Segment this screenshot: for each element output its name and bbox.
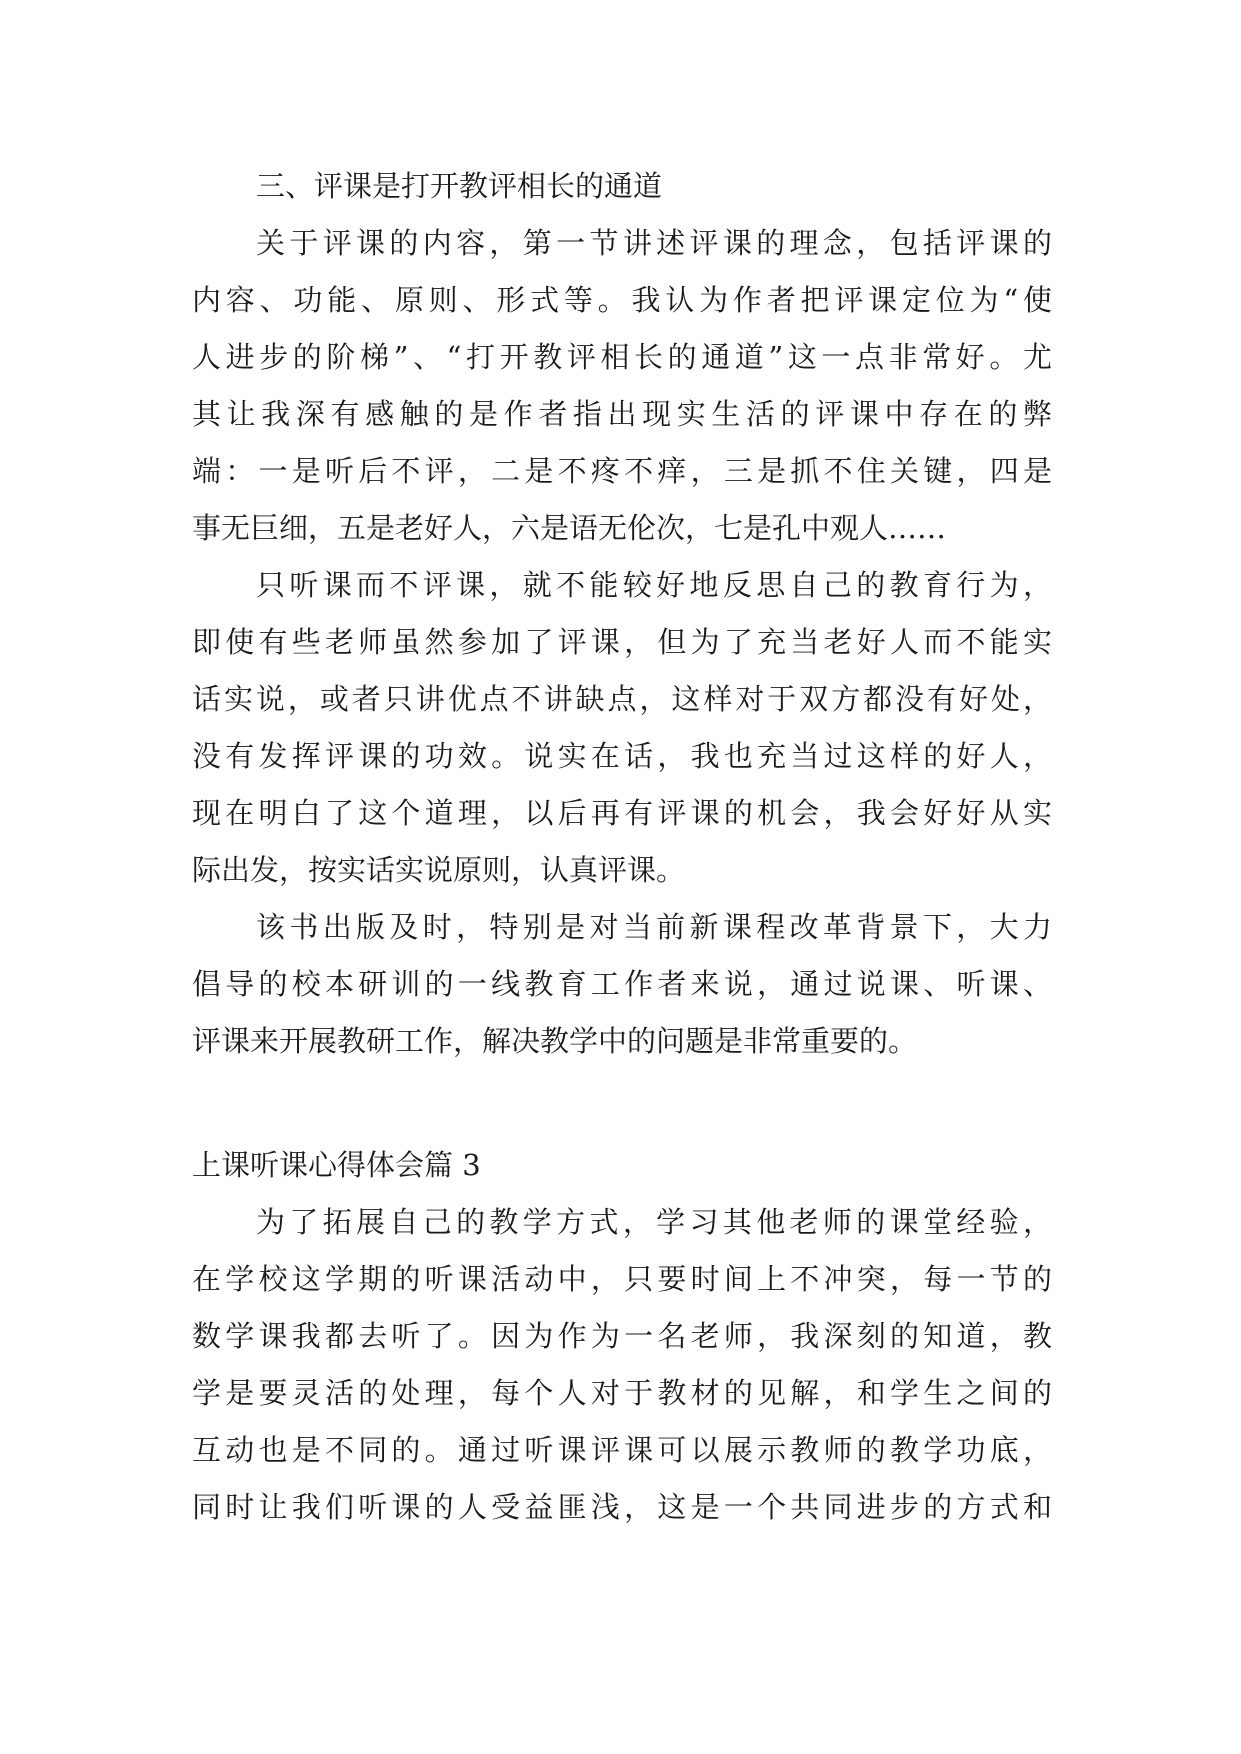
paragraph: [192, 1194, 1052, 1536]
paragraph-line: 在学校这学期的听课活动中，只要时间上不冲突，每一节的: [192, 1262, 1052, 1296]
paragraph-line: 为了拓展自己的教学方式，学习其他老师的课堂经验，: [256, 1205, 1052, 1239]
paragraph-line: 即使有些老师虽然参加了评课，但为了充当老好人而不能实: [192, 625, 1052, 659]
paragraph-line: 同时让我们听课的人受益匪浅，这是一个共同进步的方式和: [192, 1490, 1052, 1524]
paragraph-line: 现在明白了这个道理，以后再有评课的机会，我会好好从实: [192, 796, 1052, 830]
paragraph-line: 关于评课的内容，第一节讲述评课的理念，包括评课的: [256, 226, 1052, 260]
paragraph-line: 互动也是不同的。通过听课评课可以展示教师的教学功底，: [192, 1433, 1052, 1467]
paragraph-line: 内容、功能、原则、形式等。我认为作者把评课定位为“使: [192, 283, 1052, 317]
paragraph-line: 数学课我都去听了。因为作为一名老师，我深刻的知道，教: [192, 1319, 1052, 1353]
document-body: [192, 158, 1052, 1536]
paragraph-line: 学是要灵活的处理，每个人对于教材的见解，和学生之间的: [192, 1376, 1052, 1410]
paragraph-line: 该书出版及时，特别是对当前新课程改革背景下，大力: [256, 910, 1052, 944]
paragraph-line: 事无巨细，五是老好人，六是语无伦次，七是孔中观人……: [192, 511, 947, 545]
section-heading: 三、评课是打开教评相长的通道: [256, 169, 663, 203]
paragraph-line: 没有发挥评课的功效。说实在话，我也充当过这样的好人，: [192, 739, 1052, 773]
paragraph-line: 端：一是听后不评，二是不疼不痒，三是抓不住关键，四是: [192, 454, 1052, 488]
paragraph-line: 倡导的校本研训的一线教育工作者来说，通过说课、听课、: [192, 967, 1052, 1001]
section-title: 上课听课心得体会篇 3: [192, 1148, 481, 1182]
paragraph-line: 话实说，或者只讲优点不讲缺点，这样对于双方都没有好处，: [192, 682, 1052, 716]
paragraph-line: 人进步的阶梯”、“打开教评相长的通道”这一点非常好。尤: [192, 340, 1052, 374]
paragraph-line: 际出发，按实话实说原则，认真评课。: [192, 853, 686, 887]
paragraph-line: 其让我深有感触的是作者指出现实生活的评课中存在的弊: [192, 397, 1052, 431]
section-gap: [192, 1070, 1052, 1137]
paragraph: [192, 215, 1052, 557]
paragraph: [192, 899, 1052, 1070]
paragraph: [192, 557, 1052, 899]
paragraph-line: 评课来开展教研工作，解决教学中的问题是非常重要的。: [192, 1024, 918, 1058]
paragraph-line: 只听课而不评课，就不能较好地反思自己的教育行为，: [256, 568, 1052, 602]
